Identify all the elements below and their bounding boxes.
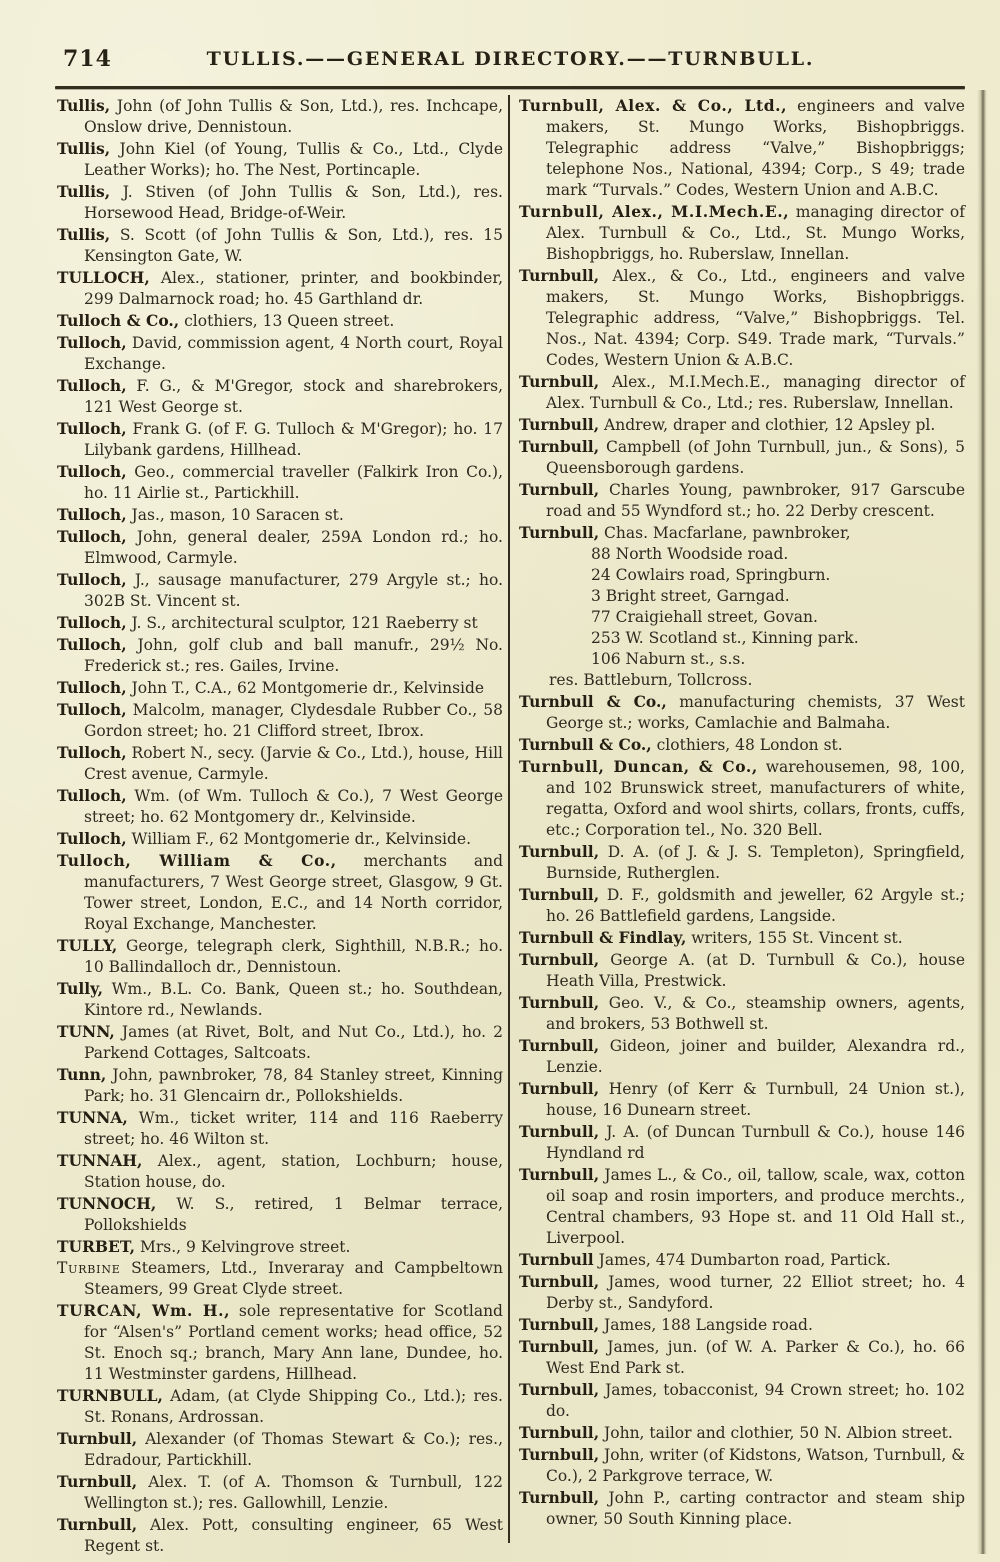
directory-entry: Tullis, John (of John Tullis & Son, Ltd.), res. Inchcape, Onslow drive, Dennistoun.: [57, 96, 503, 136]
entry-surname: TURCAN, Wm. H.,: [57, 1301, 231, 1320]
directory-entry: Tullis, John Kiel (of Young, Tullis & Co., Ltd., Clyde Leather Works); ho. The Nest, Portincaple.: [57, 139, 503, 179]
directory-entry: Turnbull, Alex. Pott, consulting engineer, 65 West Regent st.: [57, 1515, 503, 1555]
directory-entry: Tullis, S. Scott (of John Tullis & Son, Ltd.), res. 15 Kensington Gate, W.: [57, 225, 503, 265]
entry-surname: Tulloch,: [57, 786, 127, 805]
branch-address: 3 Bright street, Garngad.: [591, 587, 790, 605]
entry-surname: Turnbull,: [519, 1423, 600, 1442]
right-column: [519, 95, 965, 1530]
entry-surname: Tulloch,: [57, 678, 127, 697]
directory-entry: Tulloch, David, commission agent, 4 North court, Royal Exchange.: [57, 333, 503, 373]
directory-entry: Turnbull, George A. (at D. Turnbull & Co.), house Heath Villa, Prestwick.: [519, 950, 965, 990]
directory-entry: Turnbull, John P., carting contractor and steam ship owner, 50 South Kinning place.: [519, 1488, 965, 1528]
entry-surname: Turnbull,: [519, 1079, 600, 1098]
directory-entry: TUNN, James (at Rivet, Bolt, and Nut Co., Ltd.), ho. 2 Parkend Cottages, Saltcoats.: [57, 1022, 503, 1062]
entry-surname: TUNNOCH,: [57, 1194, 157, 1213]
directory-entry: Turnbull, Campbell (of John Turnbull, jun., & Sons), 5 Queensborough gardens.: [519, 437, 965, 477]
entry-surname: Tulloch,: [57, 462, 127, 481]
page-header: [57, 44, 964, 84]
directory-entry: Tulloch, William & Co., merchants and manufacturers, 7 West George street, Glasgow, 9 Gt. Tower street, London, E.C., and 14 North corridor, Royal Exchange, Manchester.: [57, 851, 503, 933]
header-rule: [55, 86, 965, 89]
directory-entry: Turnbull, Andrew, draper and clothier, 12 Apsley pl.: [519, 415, 936, 434]
entry-surname: Turnbull & Findlay,: [519, 928, 687, 947]
directory-entry: TURCAN, Wm. H., sole representative for Scotland for “Alsen's” Portland cement works; head office, 52 St. Enoch sq.; branch, Mary Ann lane, Dundee, ho. 11 Westminster gardens, Hillhead.: [57, 1301, 503, 1383]
directory-entry: Turnbull, Alex. & Co., Ltd., engineers and valve makers, St. Mungo Works, Bishopbriggs. Telegraphic address “Valve,” Bishopbriggs; telephone Nos., National, 4394; Corp., S 49; trade mark “Turvals.” Codes, Western Union and A.B.C.: [519, 96, 965, 199]
entry-surname: Turnbull,: [519, 1488, 600, 1507]
entry-surname: Turnbull,: [57, 1429, 138, 1448]
entry-surname: Tullis,: [57, 139, 111, 158]
entry-surname: Turnbull: [519, 1250, 594, 1269]
directory-entry: Turnbull, Alex., & Co., Ltd., engineers and valve makers, St. Mungo Works, Bishopbriggs. Telegraphic address, “Valve,” Bishopbriggs. Tel. Nos., Nat. 4394; Corp. S49. Trade mark, “Turvals.” Codes, Western Union & A.B.C.: [519, 266, 965, 369]
entry-surname: Turnbull,: [519, 523, 600, 542]
directory-entry: Tulloch, John, golf club and ball manufr., 29½ No. Frederick st.; res. Gailes, Irvine.: [57, 635, 503, 675]
directory-entry: Turnbull, James, jun. (of W. A. Parker & Co.), ho. 66 West End Park st.: [519, 1337, 965, 1377]
entry-surname: Turnbull,: [519, 1445, 600, 1464]
entry-surname: TUNNAH,: [57, 1151, 143, 1170]
entry-surname: Turnbull,: [519, 950, 600, 969]
entry-surname: TURNBULL,: [57, 1386, 163, 1405]
entry-surname: TUNN,: [57, 1022, 115, 1041]
entry-surname: Tulloch,: [57, 333, 127, 352]
directory-entry: Turnbull, Duncan, & Co., warehousemen, 98, 100, and 102 Brunswick street, manufacturers of white, regatta, Oxford and wool shirts, collars, fronts, cuffs, etc.; Corporation tel., No. 320 Bell.: [519, 757, 965, 839]
entry-surname: Turnbull,: [519, 1380, 600, 1399]
directory-columns: [57, 95, 967, 1557]
entry-surname: Tulloch,: [57, 419, 127, 438]
directory-entry: Tulloch, John T., C.A., 62 Montgomerie dr., Kelvinside: [57, 678, 485, 697]
directory-entry: Tulloch, Geo., commercial traveller (Falkirk Iron Co.), ho. 11 Airlie st., Partickhill.: [57, 462, 503, 502]
directory-entry: Tulloch, Jas., mason, 10 Saracen st.: [57, 505, 344, 524]
branch-address: 253 W. Scotland st., Kinning park.: [591, 629, 859, 647]
directory-entry: Turnbull, James, tobacconist, 94 Crown street; ho. 102 do.: [519, 1380, 965, 1420]
entry-surname: Turnbull,: [519, 842, 600, 861]
page-number: 714: [63, 46, 112, 72]
branch-address: 88 North Woodside road.: [591, 545, 789, 563]
directory-entry: Turnbull, D. A. (of J. & J. S. Templeton), Springfield, Burnside, Rutherglen.: [519, 842, 965, 882]
page-edge-shadow: [977, 90, 987, 1554]
entry-surname: Turnbull,: [519, 1337, 600, 1356]
directory-entry: Turnbull, John, writer (of Kidstons, Watson, Turnbull, & Co.), 2 Parkgrove terrace, W.: [519, 1445, 965, 1485]
entry-surname: Turnbull,: [519, 1122, 600, 1141]
directory-entry: TULLOCH, Alex., stationer, printer, and bookbinder, 299 Dalmarnock road; ho. 45 Garthland dr.: [57, 268, 503, 308]
entry-surname: Turnbull,: [519, 1036, 600, 1055]
entry-surname: Turnbull,: [519, 1315, 600, 1334]
directory-entry: Turnbull, Gideon, joiner and builder, Alexandra rd., Lenzie.: [519, 1036, 965, 1076]
directory-entry: TUNNA, Wm., ticket writer, 114 and 116 Raeberry street; ho. 46 Wilton st.: [57, 1108, 503, 1148]
directory-entry: Turnbull, Alex., M.I.Mech.E., managing director of Alex. Turnbull & Co., Ltd., St. Mungo Works, Bishopbriggs, ho. Ruberslaw, Innellan.: [519, 202, 965, 263]
entry-surname: Tulloch,: [57, 700, 127, 719]
entry-surname: TUNNA,: [57, 1108, 128, 1127]
entry-surname: Tulloch, William & Co.,: [57, 851, 337, 870]
directory-entry: Turnbull, Geo. V., & Co., steamship owners, agents, and brokers, 53 Bothwell st.: [519, 993, 965, 1033]
entry-surname: Turnbull,: [57, 1515, 138, 1534]
entry-surname: Turnbull, Duncan, & Co.,: [519, 757, 758, 776]
directory-entry: Tulloch, Wm. (of Wm. Tulloch & Co.), 7 West George street; ho. 62 Montgomery dr., Kelvinside.: [57, 786, 503, 826]
entry-surname: Turnbull,: [519, 993, 600, 1012]
directory-entry: Turnbull, James, 188 Langside road.: [519, 1315, 813, 1334]
left-column: [57, 95, 503, 1557]
directory-entry: Turnbull, John, tailor and clothier, 50 N. Albion street.: [519, 1423, 953, 1442]
directory-entry: Turnbull, Chas. Macfarlane, pawnbroker,: [519, 523, 851, 542]
entry-surname: Turnbull, Alex. & Co., Ltd.,: [519, 96, 788, 115]
directory-entry: Turnbull & Co., clothiers, 48 London st.: [519, 735, 843, 754]
directory-entry: Turnbull, Alex., M.I.Mech.E., managing director of Alex. Turnbull & Co., Ltd.; res. Ruberslaw, Innellan.: [519, 372, 965, 412]
entry-surname: Tullis,: [57, 182, 111, 201]
entry-surname: Turbine: [57, 1259, 121, 1277]
directory-entry: Turnbull, Charles Young, pawnbroker, 917 Garscube road and 55 Wyndford st.; ho. 22 Derby crescent.: [519, 480, 965, 520]
directory-entry: Turnbull, Henry (of Kerr & Turnbull, 24 Union st.), house, 16 Dunearn street.: [519, 1079, 965, 1119]
directory-entry: Tunn, John, pawnbroker, 78, 84 Stanley street, Kinning Park; ho. 31 Glencairn dr., Pollokshields.: [57, 1065, 503, 1105]
directory-entry: Turnbull, Alex. T. (of A. Thomson & Turnbull, 122 Wellington st.); res. Gallowhill, Lenzie.: [57, 1472, 503, 1512]
directory-entry: TURNBULL, Adam, (at Clyde Shipping Co., Ltd.); res. St. Ronans, Ardrossan.: [57, 1386, 503, 1426]
directory-entry: TULLY, George, telegraph clerk, Sighthill, N.B.R.; ho. 10 Ballindalloch dr., Dennistoun.: [57, 936, 503, 976]
residence-line: res. Battleburn, Tollcross.: [549, 671, 753, 689]
entry-surname: Tullis,: [57, 96, 111, 115]
entry-surname: Tulloch & Co.,: [57, 311, 180, 330]
entry-surname: Turnbull & Co.,: [519, 692, 667, 711]
entry-surname: Tulloch,: [57, 376, 127, 395]
entry-surname: Turnbull,: [519, 437, 600, 456]
directory-entry: Tulloch, Frank G. (of F. G. Tulloch & M'Gregor); ho. 17 Lilybank gardens, Hillhead.: [57, 419, 503, 459]
entry-surname: Tulloch,: [57, 743, 127, 762]
entry-surname: Tullis,: [57, 225, 111, 244]
entry-surname: Tulloch,: [57, 829, 127, 848]
directory-entry: Tulloch, F. G., & M'Gregor, stock and sharebrokers, 121 West George st.: [57, 376, 503, 416]
entry-surname: TULLY,: [57, 936, 118, 955]
entry-surname: Turnbull, Alex., M.I.Mech.E.,: [519, 202, 790, 221]
entry-surname: TURBET,: [57, 1237, 136, 1256]
directory-entry: Tulloch, J. S., architectural sculptor, 121 Raeberry st: [57, 613, 478, 632]
directory-entry: Tulloch & Co., clothiers, 13 Queen street.: [57, 311, 395, 330]
directory-entry: Tullis, J. Stiven (of John Tullis & Son, Ltd.), res. Horsewood Head, Bridge-of-Weir.: [57, 182, 503, 222]
branch-address: 106 Naburn st., s.s.: [591, 650, 746, 668]
entry-surname: Turnbull,: [519, 1165, 600, 1184]
entry-surname: Tully,: [57, 979, 104, 998]
entry-surname: Turnbull,: [519, 415, 600, 434]
entry-surname: Tulloch,: [57, 505, 127, 524]
branch-address: 24 Cowlairs road, Springburn.: [591, 566, 831, 584]
entry-surname: Turnbull,: [519, 885, 600, 904]
directory-entry: TURBET, Mrs., 9 Kelvingrove street.: [57, 1237, 351, 1256]
directory-entry: Tulloch, Malcolm, manager, Clydesdale Rubber Co., 58 Gordon street; ho. 21 Clifford street, Ibrox.: [57, 700, 503, 740]
directory-entry: Turbine Steamers, Ltd., Inveraray and Campbeltown Steamers, 99 Great Clyde street.: [57, 1259, 503, 1298]
branch-address: 77 Craigiehall street, Govan.: [591, 608, 818, 626]
entry-surname: Turnbull,: [519, 266, 600, 285]
entry-surname: Turnbull & Co.,: [519, 735, 652, 754]
directory-entry: TUNNOCH, W. S., retired, 1 Belmar terrace, Pollokshields: [57, 1194, 503, 1234]
entry-surname: Tulloch,: [57, 613, 127, 632]
directory-entry: Turnbull James, 474 Dumbarton road, Partick.: [519, 1250, 891, 1269]
directory-entry: TUNNAH, Alex., agent, station, Lochburn; house, Station house, do.: [57, 1151, 503, 1191]
entry-surname: Turnbull,: [519, 1272, 600, 1291]
directory-entry: Turnbull, Alexander (of Thomas Stewart & Co.); res., Edradour, Partickhill.: [57, 1429, 503, 1469]
entry-surname: Tunn,: [57, 1065, 107, 1084]
column-divider: [508, 95, 510, 1543]
directory-entry: Tulloch, Robert N., secy. (Jarvie & Co., Ltd.), house, Hill Crest avenue, Carmyle.: [57, 743, 503, 783]
entry-surname: Tulloch,: [57, 635, 127, 654]
directory-entry: Turnbull, D. F., goldsmith and jeweller, 62 Argyle st.; ho. 26 Battlefield gardens, Langside.: [519, 885, 965, 925]
entry-surname: Turnbull,: [57, 1472, 138, 1491]
directory-entry: Turnbull, J. A. (of Duncan Turnbull & Co.), house 146 Hyndland rd: [519, 1122, 965, 1162]
directory-entry: Tulloch, William F., 62 Montgomerie dr., Kelvinside.: [57, 829, 471, 848]
directory-entry: Turnbull & Findlay, writers, 155 St. Vincent st.: [519, 928, 903, 947]
directory-entry: Tully, Wm., B.L. Co. Bank, Queen st.; ho. Southdean, Kintore rd., Newlands.: [57, 979, 503, 1019]
entry-surname: Tulloch,: [57, 570, 127, 589]
directory-entry: Turnbull & Co., manufacturing chemists, 37 West George st.; works, Camlachie and Balmaha.: [519, 692, 965, 732]
entry-surname: Tulloch,: [57, 527, 127, 546]
entry-surname: TULLOCH,: [57, 268, 150, 287]
directory-entry: Tulloch, J., sausage manufacturer, 279 Argyle st.; ho. 302B St. Vincent st.: [57, 570, 503, 610]
entry-surname: Turnbull,: [519, 372, 600, 391]
directory-entry: Tulloch, John, general dealer, 259A London rd.; ho. Elmwood, Carmyle.: [57, 527, 503, 567]
directory-entry: Turnbull, James L., & Co., oil, tallow, scale, wax, cotton oil soap and rosin importers, and produce merchts., Central chambers, 93 Hope st. and 11 Old Hall st., Liverpool.: [519, 1165, 965, 1247]
entry-surname: Turnbull,: [519, 480, 600, 499]
running-head: TULLIS.——GENERAL DIRECTORY.——TURNBULL.: [206, 48, 815, 70]
directory-entry: Turnbull, James, wood turner, 22 Elliot street; ho. 4 Derby st., Sandyford.: [519, 1272, 965, 1312]
